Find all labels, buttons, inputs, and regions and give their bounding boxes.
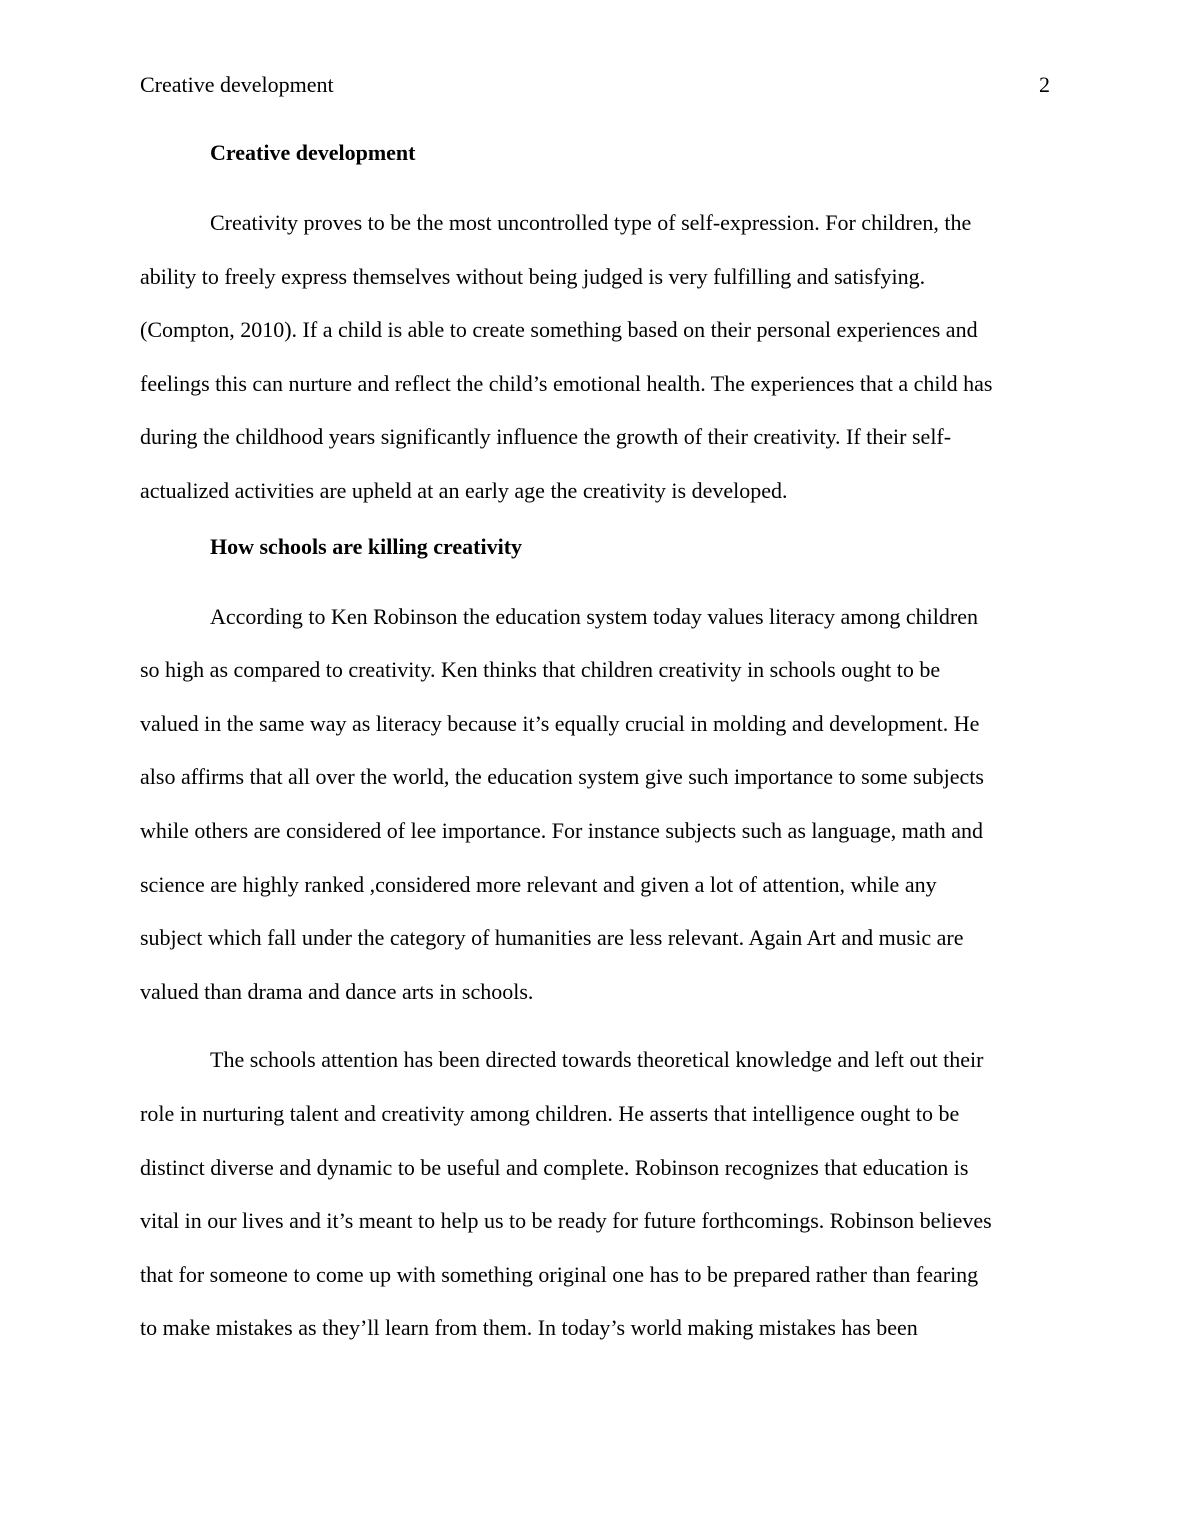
paragraph-line: distinct diverse and dynamic to be useful and complete. Robinson recognizes that education is [140, 1154, 969, 1180]
paragraph-line: actualized activities are upheld at an early age the creativity is developed. [140, 477, 788, 503]
paragraph-line: The schools attention has been directed towards theoretical knowledge and left out their [210, 1047, 984, 1073]
paragraph-line: (Compton, 2010). If a child is able to create something based on their personal experiences and [140, 317, 978, 343]
paragraph-line: also affirms that all over the world, the education system give such importance to some subjects [140, 764, 984, 790]
section-heading-schools-killing-creativity: How schools are killing creativity [210, 533, 523, 559]
paragraph-line: that for someone to come up with something original one has to be prepared rather than fearing [140, 1261, 979, 1287]
paragraph-line: According to Ken Robinson the education system today values literacy among children [210, 603, 978, 629]
paragraph-line: feelings this can nurture and reflect the child’s emotional health. The experiences that a child has [140, 370, 993, 396]
paragraph-line: subject which fall under the category of humanities are less relevant. Again Art and music are [140, 925, 964, 951]
paragraph-line: vital in our lives and it’s meant to help us to be ready for future forthcomings. Robinson believes [140, 1208, 992, 1234]
page-header [140, 70, 1050, 100]
paragraph-line: so high as compared to creativity. Ken thinks that children creativity in schools ought to be [140, 657, 941, 683]
paragraph-line: ability to freely express themselves without being judged is very fulfilling and satisfying. [140, 263, 926, 289]
paragraph-line: during the childhood years significantly influence the growth of their creativity. If their self- [140, 424, 952, 450]
paragraph-schools-attention [140, 1033, 1050, 1355]
paragraph-line: while others are considered of lee importance. For instance subjects such as language, math and [140, 817, 984, 843]
page-number: 2 [1039, 72, 1050, 97]
paragraph-ken-robinson [140, 590, 1050, 1019]
paragraph-line: science are highly ranked ,considered more relevant and given a lot of attention, while any [140, 871, 937, 897]
paragraph-line: role in nurturing talent and creativity among children. He asserts that intelligence ought to be [140, 1100, 960, 1126]
paragraph-line: valued in the same way as literacy because it’s equally crucial in molding and development. He [140, 710, 980, 736]
paragraph-creativity-expression [140, 196, 1050, 518]
paragraph-line: valued than drama and dance arts in schools. [140, 978, 534, 1004]
section-heading-creative-development: Creative development [210, 140, 416, 165]
running-head: Creative development [140, 72, 334, 97]
document-body [140, 138, 1050, 1355]
paragraph-line: Creativity proves to be the most uncontrolled type of self-expression. For children, the [210, 210, 972, 235]
paragraph-line: to make mistakes as they’ll learn from them. In today’s world making mistakes has been [140, 1315, 918, 1341]
